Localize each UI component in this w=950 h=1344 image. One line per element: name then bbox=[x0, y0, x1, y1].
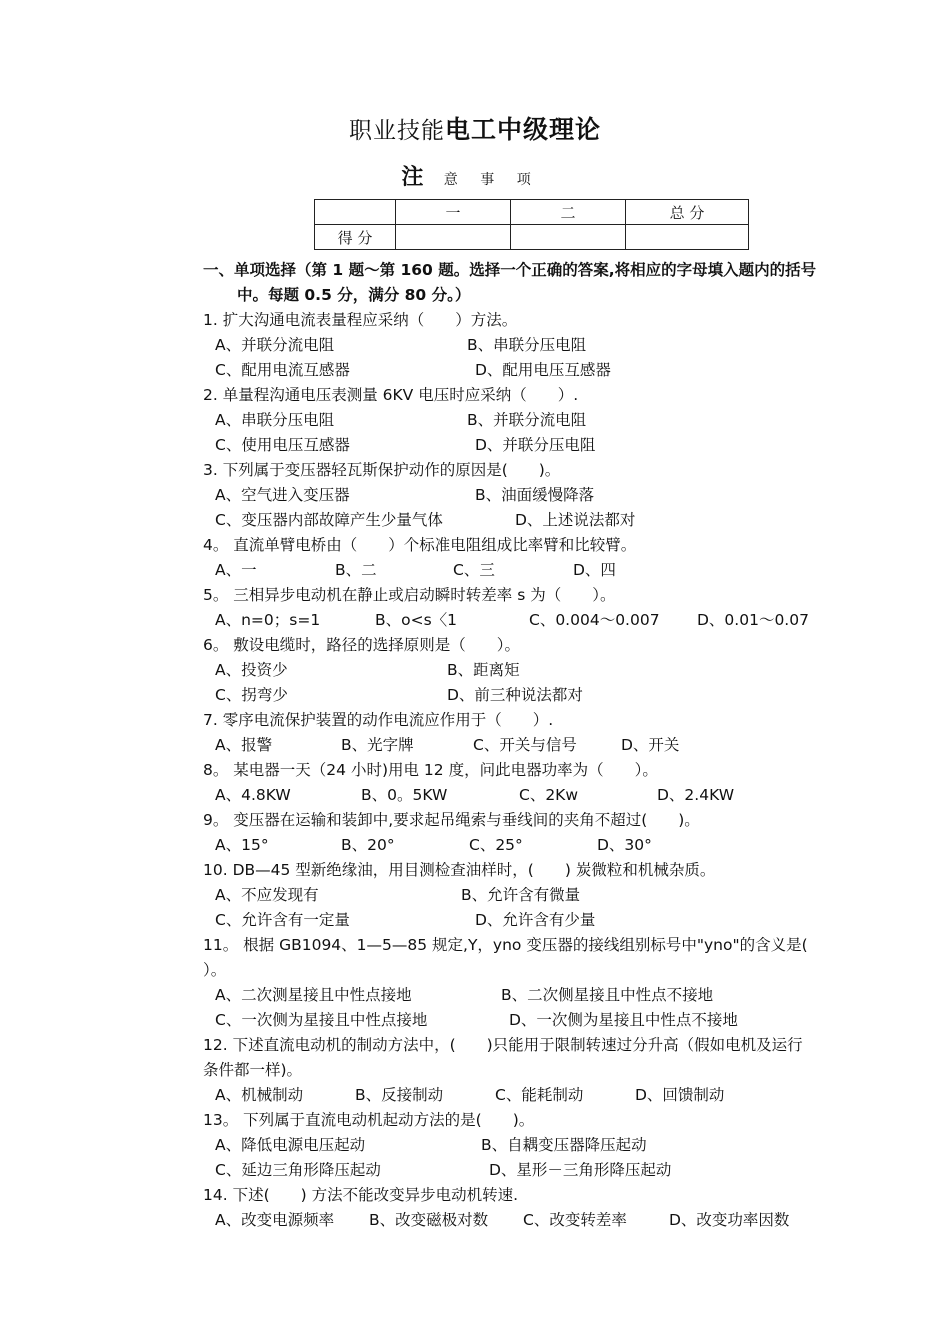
question-text: 11。 根据 GB1094、1—5—85 规定,Y，yno 变压器的接线组别标号中"yno"的含义是( bbox=[203, 936, 808, 954]
option-row bbox=[203, 883, 863, 908]
option: D、0.01～0.07 bbox=[697, 611, 809, 629]
option: B、0。5KW bbox=[361, 786, 448, 804]
question-text: 9。 变压器在运输和装卸中,要求起吊绳索与垂线间的夹角不超过( )。 bbox=[203, 811, 700, 829]
option: A、n=0；s=1 bbox=[215, 611, 321, 629]
document-title bbox=[0, 110, 950, 146]
option: C、变压器内部故障产生少量气体 bbox=[215, 511, 443, 529]
option: D、一次侧为星接且中性点不接地 bbox=[509, 1011, 738, 1029]
option-row bbox=[203, 408, 863, 433]
score-table bbox=[314, 199, 749, 250]
option: C、2Kw bbox=[519, 786, 579, 804]
score-table-header bbox=[315, 200, 749, 225]
section-heading: 一、单项选择（第 1 题～第 160 题。选择一个正确的答案,将相应的字母填入题内的括号 bbox=[203, 261, 817, 279]
option-row bbox=[203, 683, 863, 708]
option: A、空气进入变压器 bbox=[215, 486, 350, 504]
option: B、允许含有微量 bbox=[461, 886, 581, 904]
question-text-cont: 条件都一样)。 bbox=[203, 1061, 303, 1079]
score-cell: 总 分 bbox=[626, 200, 749, 225]
option: C、改变转差率 bbox=[523, 1211, 627, 1229]
question-text: 10. DB—45 型新绝缘油，用目测检查油样时，( ) 炭微粒和机械杂质。 bbox=[203, 861, 716, 879]
option: B、自耦变压器降压起动 bbox=[481, 1136, 647, 1154]
question-text: 6。 敷设电缆时，路径的选择原则是（ ）。 bbox=[203, 636, 521, 654]
option: D、开关 bbox=[621, 736, 680, 754]
option: B、油面缓慢降落 bbox=[475, 486, 595, 504]
option: A、报警 bbox=[215, 736, 273, 754]
question-text: 12. 下述直流电动机的制动方法中，( )只能用于限制转速过分升高（假如电机及运行 bbox=[203, 1036, 803, 1054]
notice-word: 意 bbox=[443, 172, 458, 188]
option: C、拐弯少 bbox=[215, 686, 288, 704]
option-row bbox=[203, 783, 863, 808]
option: B、并联分流电阻 bbox=[467, 411, 587, 429]
title-bold: 电工中级理论 bbox=[444, 115, 601, 144]
option-row bbox=[203, 1133, 863, 1158]
option: A、一 bbox=[215, 561, 257, 579]
question-text: 1. 扩大沟通电流表量程应采纳（ ）方法。 bbox=[203, 311, 518, 329]
option: B、距离矩 bbox=[447, 661, 520, 679]
option-row bbox=[203, 658, 863, 683]
option: C、延边三角形降压起动 bbox=[215, 1161, 381, 1179]
option: B、o<s〈1 bbox=[375, 611, 458, 629]
option: D、上述说法都对 bbox=[515, 511, 636, 529]
option: D、允许含有少量 bbox=[475, 911, 596, 929]
score-input-cell[interactable] bbox=[626, 225, 749, 250]
option: C、开关与信号 bbox=[473, 736, 577, 754]
question-text-cont: ）。 bbox=[203, 961, 227, 979]
score-input-cell[interactable] bbox=[511, 225, 626, 250]
option: C、允许含有一定量 bbox=[215, 911, 350, 929]
option-row bbox=[203, 558, 863, 583]
option: B、二次侧星接且中性点不接地 bbox=[501, 986, 714, 1004]
option: D、配用电压互感器 bbox=[475, 361, 611, 379]
option: B、光字牌 bbox=[341, 736, 414, 754]
option: D、回馈制动 bbox=[635, 1086, 725, 1104]
notice-big: 注 bbox=[401, 165, 424, 190]
option: D、改变功率因数 bbox=[669, 1211, 790, 1229]
option: C、0.004～0.007 bbox=[529, 611, 660, 629]
score-table-row bbox=[315, 225, 749, 250]
score-input-cell[interactable] bbox=[396, 225, 511, 250]
option-row bbox=[203, 333, 863, 358]
question-text: 8。 某电器一天（24 小时)用电 12 度，问此电器功率为（ ）。 bbox=[203, 761, 658, 779]
option-row bbox=[203, 483, 863, 508]
option: D、2.4KW bbox=[657, 786, 735, 804]
option: B、改变磁极对数 bbox=[369, 1211, 489, 1229]
option-row bbox=[203, 1083, 863, 1108]
question-text: 13。 下列属于直流电动机起动方法的是( )。 bbox=[203, 1111, 535, 1129]
option: C、配用电流互感器 bbox=[215, 361, 350, 379]
question-text: 5。 三相异步电动机在静止或启动瞬时转差率 s 为（ ）。 bbox=[203, 586, 616, 604]
option: A、降低电源电压起动 bbox=[215, 1136, 366, 1154]
notice-heading bbox=[0, 160, 950, 191]
title-normal: 职业技能 bbox=[348, 118, 445, 144]
question-text: 2. 单量程沟通电压表测量 6KV 电压时应采纳（ ）. bbox=[203, 386, 579, 404]
option: B、二 bbox=[335, 561, 377, 579]
option-row bbox=[203, 1008, 863, 1033]
option: B、串联分压电阻 bbox=[467, 336, 587, 354]
option: A、机械制动 bbox=[215, 1086, 304, 1104]
score-cell: 二 bbox=[511, 200, 626, 225]
question-text: 7. 零序电流保护装置的动作电流应作用于（ ）. bbox=[203, 711, 554, 729]
option: C、使用电压互感器 bbox=[215, 436, 350, 454]
option: D、四 bbox=[573, 561, 616, 579]
option: A、4.8KW bbox=[215, 786, 291, 804]
option: C、一次侧为星接且中性点接地 bbox=[215, 1011, 428, 1029]
section-heading-cont: 中。每题 0.5 分，满分 80 分。） bbox=[237, 286, 471, 304]
option-row bbox=[203, 608, 863, 633]
question-text: 3. 下列属于变压器轻瓦斯保护动作的原因是( )。 bbox=[203, 461, 561, 479]
option-row bbox=[203, 833, 863, 858]
notice-word: 项 bbox=[516, 172, 531, 188]
option: D、前三种说法都对 bbox=[447, 686, 583, 704]
option: D、星形－三角形降压起动 bbox=[489, 1161, 672, 1179]
option-row bbox=[203, 1158, 863, 1183]
option: C、三 bbox=[453, 561, 495, 579]
option: A、二次测星接且中性点接地 bbox=[215, 986, 412, 1004]
option-row bbox=[203, 733, 863, 758]
option: B、20° bbox=[341, 836, 395, 854]
notice-word: 事 bbox=[480, 172, 495, 188]
option: C、25° bbox=[469, 836, 523, 854]
score-cell bbox=[315, 200, 396, 225]
option: D、并联分压电阻 bbox=[475, 436, 596, 454]
question-text: 14. 下述( ) 方法不能改变异步电动机转速. bbox=[203, 1186, 519, 1204]
option: B、反接制动 bbox=[355, 1086, 444, 1104]
option: D、30° bbox=[597, 836, 652, 854]
question-text: 4。 直流单臂电桥由（ ）个标准电阻组成比率臂和比较臂。 bbox=[203, 536, 637, 554]
option: A、串联分压电阻 bbox=[215, 411, 335, 429]
option: A、投资少 bbox=[215, 661, 288, 679]
option: A、不应发现有 bbox=[215, 886, 319, 904]
option-row bbox=[203, 433, 863, 458]
option-row bbox=[203, 358, 863, 383]
option-row bbox=[203, 908, 863, 933]
option: C、能耗制动 bbox=[495, 1086, 584, 1104]
option: A、并联分流电阻 bbox=[215, 336, 335, 354]
option: A、改变电源频率 bbox=[215, 1211, 335, 1229]
score-cell: 得 分 bbox=[315, 225, 396, 250]
score-cell: 一 bbox=[396, 200, 511, 225]
option-row bbox=[203, 983, 863, 1008]
option-row bbox=[203, 1208, 863, 1233]
option: A、15° bbox=[215, 836, 269, 854]
question-list bbox=[203, 258, 863, 1233]
option-row bbox=[203, 508, 863, 533]
